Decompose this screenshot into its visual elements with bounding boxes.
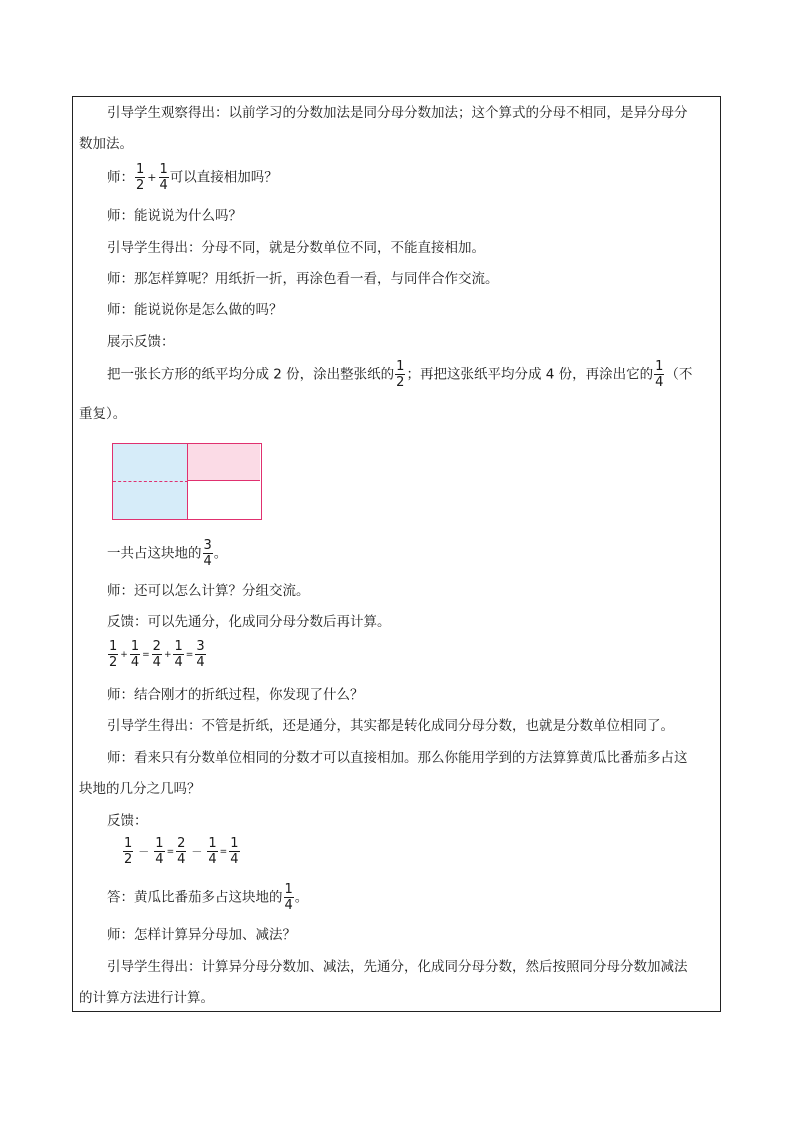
fold-dashed-line: [113, 481, 188, 482]
text-line: 师：能说说为什么吗？: [107, 208, 242, 224]
text-line: 引导学生得出：分母不同，就是分数单位不同，不能直接相加。: [107, 240, 485, 256]
text-line: 师：看来只有分数单位相同的分数才可以直接相加。那么你能用学到的方法算算黄瓜比番茄多占这: [107, 750, 688, 766]
text-line: 展示反馈：: [107, 334, 175, 350]
fraction: $\frac{1}{4}$: [655, 359, 664, 390]
text-line: 师：怎样计算异分母加、减法？: [107, 927, 296, 943]
text-line: 把一张长方形的纸平均分成 2 份，涂出整张纸的 $\frac{1}{2}$ ；再把这张纸平均分成 4 份，再涂出它的 $\frac{1}{4}$ （不: [107, 359, 693, 390]
text-line: 数加法。: [79, 136, 133, 152]
fraction: $\frac{1}{4}$: [284, 882, 293, 913]
fraction: $\frac{1}{2}$: [136, 162, 145, 193]
text-line: 一共占这块地的 $\frac{3}{4}$ 。: [107, 538, 228, 569]
text-line: 引导学生观察得出：以前学习的分数加法是同分母分数加法；这个算式的分母不相同，是异分母分: [107, 105, 688, 121]
fraction: $\frac{3}{4}$: [203, 538, 212, 569]
fraction: $\frac{1}{2}$: [396, 359, 405, 390]
text-line: 师：还可以怎么计算？分组交流。: [107, 583, 310, 599]
text-line: 师：能说说你是怎么做的吗？: [107, 302, 283, 318]
addition-equation: $\frac{1}{2}$ + $\frac{1}{4}$ = $\frac{2}{4}$ + $\frac{1}{4}$ = $\frac{3}{4}$: [109, 639, 205, 670]
text-line: 反馈：: [107, 813, 148, 829]
text-line: 师：结合刚才的折纸过程，你发现了什么？: [107, 687, 364, 703]
text-line: 的计算方法进行计算。: [79, 990, 214, 1006]
text-line: 引导学生得出：不管是折纸，还是通分，其实都是转化成同分母分数，也就是分数单位相同了。: [107, 718, 674, 734]
folded-paper-diagram: [112, 443, 262, 520]
text-line: 引导学生得出：计算异分母分数加、减法，先通分，化成同分母分数，然后按照同分母分数加减法: [107, 959, 688, 975]
quarter-shaded-pink: [188, 444, 260, 481]
text-line: 重复）。: [79, 406, 127, 422]
text-line: 师：那怎样算呢？用纸折一折，再涂色看一看，与同伴合作交流。: [107, 271, 499, 287]
question-line: 师： $\frac{1}{2}$ + $\frac{1}{4}$ 可以直接相加吗？: [107, 162, 278, 193]
subtraction-equation: $\frac{1}{2}$ － $\frac{1}{4}$ = $\frac{2}{4}$ － $\frac{1}{4}$ = $\frac{1}{4}$: [124, 836, 239, 867]
answer-line: 答：黄瓜比番茄多占这块地的 $\frac{1}{4}$ 。: [107, 882, 309, 913]
text-line: 块地的几分之几吗？: [79, 781, 201, 797]
text-line: 反馈：可以先通分，化成同分母分数后再计算。: [107, 614, 391, 630]
fraction: $\frac{1}{4}$: [159, 162, 168, 193]
